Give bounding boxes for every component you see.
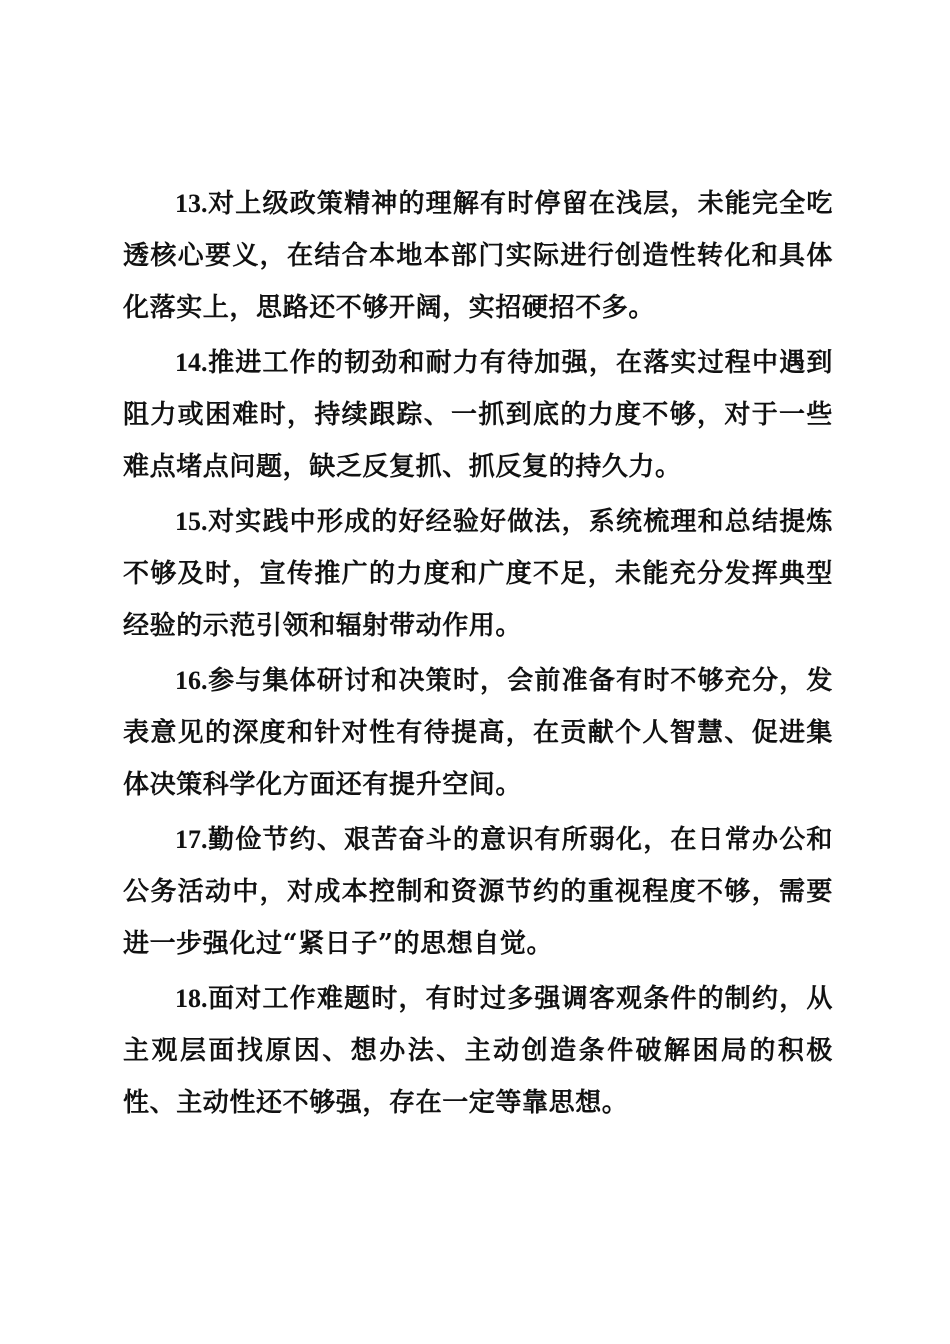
item-number: 18. — [175, 984, 208, 1013]
item-number: 15. — [175, 507, 208, 536]
list-item — [123, 178, 833, 334]
item-text: 参与集体研讨和决策时，会前准备有时不够充分，发表意见的深度和针对性有待提高，在贡献个人智慧、促进集体决策科学化方面还有提升空间。 — [123, 666, 833, 800]
item-text: 推进工作的韧劲和耐力有待加强，在落实过程中遇到阻力或困难时，持续跟踪、一抓到底的力度不够，对于一些难点堵点问题，缺乏反复抓、抓反复的持久力。 — [123, 348, 833, 482]
item-number: 14. — [175, 348, 208, 377]
item-text: 勤俭节约、艰苦奋斗的意识有所弱化，在日常办公和公务活动中，对成本控制和资源节约的重视程度不够，需要进一步强化过“紧日子”的思想自觉。 — [123, 825, 833, 959]
item-number: 17. — [175, 825, 208, 854]
list-item — [123, 496, 833, 652]
list-item — [123, 337, 833, 493]
item-text: 面对工作难题时，有时过多强调客观条件的制约，从主观层面找原因、想办法、主动创造条件破解困局的积极性、主动性还不够强，存在一定等靠思想。 — [123, 984, 833, 1118]
list-item — [123, 655, 833, 811]
list-item — [123, 814, 833, 970]
list-item — [123, 973, 833, 1129]
item-text: 对实践中形成的好经验好做法，系统梳理和总结提炼不够及时，宣传推广的力度和广度不足，未能充分发挥典型经验的示范引领和辐射带动作用。 — [123, 507, 833, 641]
item-text: 对上级政策精神的理解有时停留在浅层，未能完全吃透核心要义，在结合本地本部门实际进行创造性转化和具体化落实上，思路还不够开阔，实招硬招不多。 — [123, 189, 833, 323]
item-number: 13. — [175, 189, 208, 218]
document-body — [123, 178, 833, 1132]
item-number: 16. — [175, 666, 208, 695]
